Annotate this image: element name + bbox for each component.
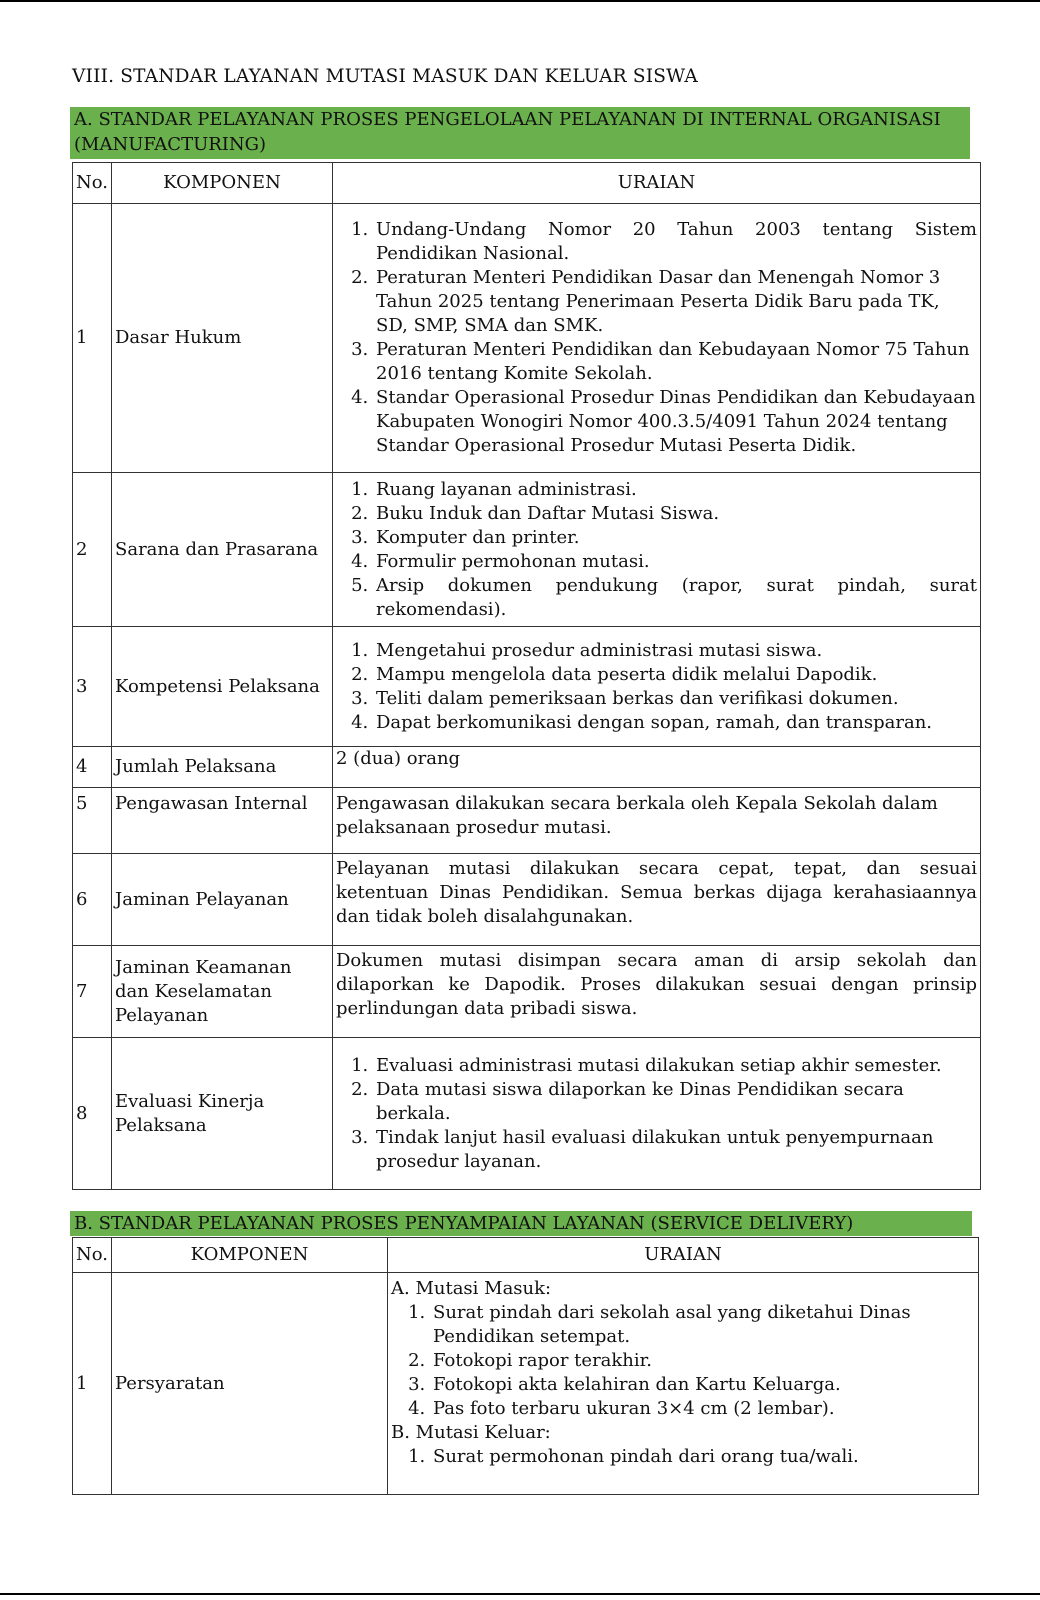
section-a-heading: A. STANDAR PELAYANAN PROSES PENGELOLAAN PELAYANAN DI INTERNAL ORGANISASI (MANUFACTURING)	[70, 107, 970, 159]
row-komponen: Jumlah Pelaksana	[112, 747, 333, 788]
row-number: 4	[73, 747, 112, 788]
row-number: 8	[73, 1038, 112, 1190]
header-uraian: URAIAN	[333, 163, 981, 204]
table-header-row	[73, 1238, 979, 1273]
group-label: A. Mutasi Masuk:	[391, 1278, 552, 1299]
section-b-heading: B. STANDAR PELAYANAN PROSES PENYAMPAIAN LAYANAN (SERVICE DELIVERY)	[70, 1211, 972, 1236]
row-uraian	[333, 1038, 981, 1190]
row-uraian: Pelayanan mutasi dilakukan secara cepat, tepat, dan sesuai ketentuan Dinas Pendidikan. Semua berkas dijaga kerahasiaannya dan tidak boleh disalahgunakan.	[333, 854, 981, 946]
row-uraian	[333, 627, 981, 747]
row-uraian: 2 (dua) orang	[333, 747, 981, 788]
row-uraian	[388, 1273, 979, 1495]
table-row	[73, 854, 981, 946]
header-uraian: URAIAN	[388, 1238, 979, 1273]
row-uraian: Pengawasan dilakukan secara berkala oleh Kepala Sekolah dalam pelaksanaan prosedur mutasi.	[333, 788, 981, 854]
row-number: 5	[73, 788, 112, 854]
list-item: 1. Surat permohonan pindah dari orang tua/wali.	[431, 1445, 975, 1469]
list-item: 2. Mampu mengelola data peserta didik melalui Dapodik.	[374, 663, 977, 687]
row-komponen: Kompetensi Pelaksana	[112, 627, 333, 747]
header-komponen: KOMPONEN	[112, 163, 333, 204]
group-label: B. Mutasi Keluar:	[391, 1422, 551, 1443]
list-item: 4. Formulir permohonan mutasi.	[374, 550, 977, 574]
list-item: 2. Data mutasi siswa dilaporkan ke Dinas Pendidikan secara berkala.	[374, 1078, 977, 1126]
row-uraian: Dokumen mutasi disimpan secara aman di arsip sekolah dan dilaporkan ke Dapodik. Proses dilakukan sesuai dengan prinsip perlindungan data pribadi siswa.	[333, 946, 981, 1038]
row-komponen: Evaluasi Kinerja Pelaksana	[112, 1038, 333, 1190]
table-row	[73, 946, 981, 1038]
row-komponen: Sarana dan Prasarana	[112, 473, 333, 627]
list-item: 5. Arsip dokumen pendukung (rapor, surat pindah, surat rekomendasi).	[374, 574, 977, 622]
list-item: 2. Peraturan Menteri Pendidikan Dasar dan Menengah Nomor 3 Tahun 2025 tentang Penerimaan Peserta Didik Baru pada TK, SD, SMP, SMA dan SMK.	[374, 266, 977, 338]
header-no: No.	[73, 163, 112, 204]
row-number: 6	[73, 854, 112, 946]
row-komponen: Jaminan Keamanan dan Keselamatan Pelayanan	[112, 946, 333, 1038]
list-item: 3. Tindak lanjut hasil evaluasi dilakukan untuk penyempurnaan prosedur layanan.	[374, 1126, 977, 1174]
table-row	[73, 1273, 979, 1495]
row-number: 2	[73, 473, 112, 627]
list-item: 1. Surat pindah dari sekolah asal yang diketahui Dinas Pendidikan setempat.	[431, 1301, 975, 1349]
section-b-table	[72, 1237, 979, 1495]
row-komponen: Persyaratan	[112, 1273, 388, 1495]
bottom-border-line	[0, 1593, 1040, 1595]
table-row	[73, 788, 981, 854]
table-header-row	[73, 163, 981, 204]
row-komponen: Jaminan Pelayanan	[112, 854, 333, 946]
row-komponen: Pengawasan Internal	[112, 788, 333, 854]
table-row	[73, 747, 981, 788]
list-item: 2. Buku Induk dan Daftar Mutasi Siswa.	[374, 502, 977, 526]
page-title: VIII. STANDAR LAYANAN MUTASI MASUK DAN KELUAR SISWA	[72, 66, 698, 87]
row-number: 1	[73, 1273, 112, 1495]
list-item: 4. Standar Operasional Prosedur Dinas Pendidikan dan Kebudayaan Kabupaten Wonogiri Nomor 400.3.5/4091 Tahun 2024 tentang Standar Operasional Prosedur Mutasi Peserta Didik.	[374, 386, 977, 458]
row-number: 1	[73, 204, 112, 473]
row-number: 7	[73, 946, 112, 1038]
header-komponen: KOMPONEN	[112, 1238, 388, 1273]
list-item: 3. Peraturan Menteri Pendidikan dan Kebudayaan Nomor 75 Tahun 2016 tentang Komite Sekolah.	[374, 338, 977, 386]
section-a-table	[72, 162, 981, 1190]
list-item: 3. Fotokopi akta kelahiran dan Kartu Keluarga.	[431, 1373, 975, 1397]
list-item: 3. Teliti dalam pemeriksaan berkas dan verifikasi dokumen.	[374, 687, 977, 711]
table-row	[73, 1038, 981, 1190]
list-item: 2. Fotokopi rapor terakhir.	[431, 1349, 975, 1373]
list-item: 1. Ruang layanan administrasi.	[374, 478, 977, 502]
row-uraian	[333, 473, 981, 627]
top-border-line	[0, 0, 1040, 2]
header-no: No.	[73, 1238, 112, 1273]
list-item: 3. Komputer dan printer.	[374, 526, 977, 550]
table-row	[73, 627, 981, 747]
list-item: 4. Pas foto terbaru ukuran 3×4 cm (2 lembar).	[431, 1397, 975, 1421]
table-row	[73, 204, 981, 473]
list-item: 1. Evaluasi administrasi mutasi dilakukan setiap akhir semester.	[374, 1054, 977, 1078]
list-item: 1. Mengetahui prosedur administrasi mutasi siswa.	[374, 639, 977, 663]
list-item: 1. Undang-Undang Nomor 20 Tahun 2003 tentang Sistem Pendidikan Nasional.	[374, 218, 977, 266]
list-item: 4. Dapat berkomunikasi dengan sopan, ramah, dan transparan.	[374, 711, 977, 735]
row-uraian	[333, 204, 981, 473]
table-row	[73, 473, 981, 627]
row-komponen: Dasar Hukum	[112, 204, 333, 473]
row-number: 3	[73, 627, 112, 747]
